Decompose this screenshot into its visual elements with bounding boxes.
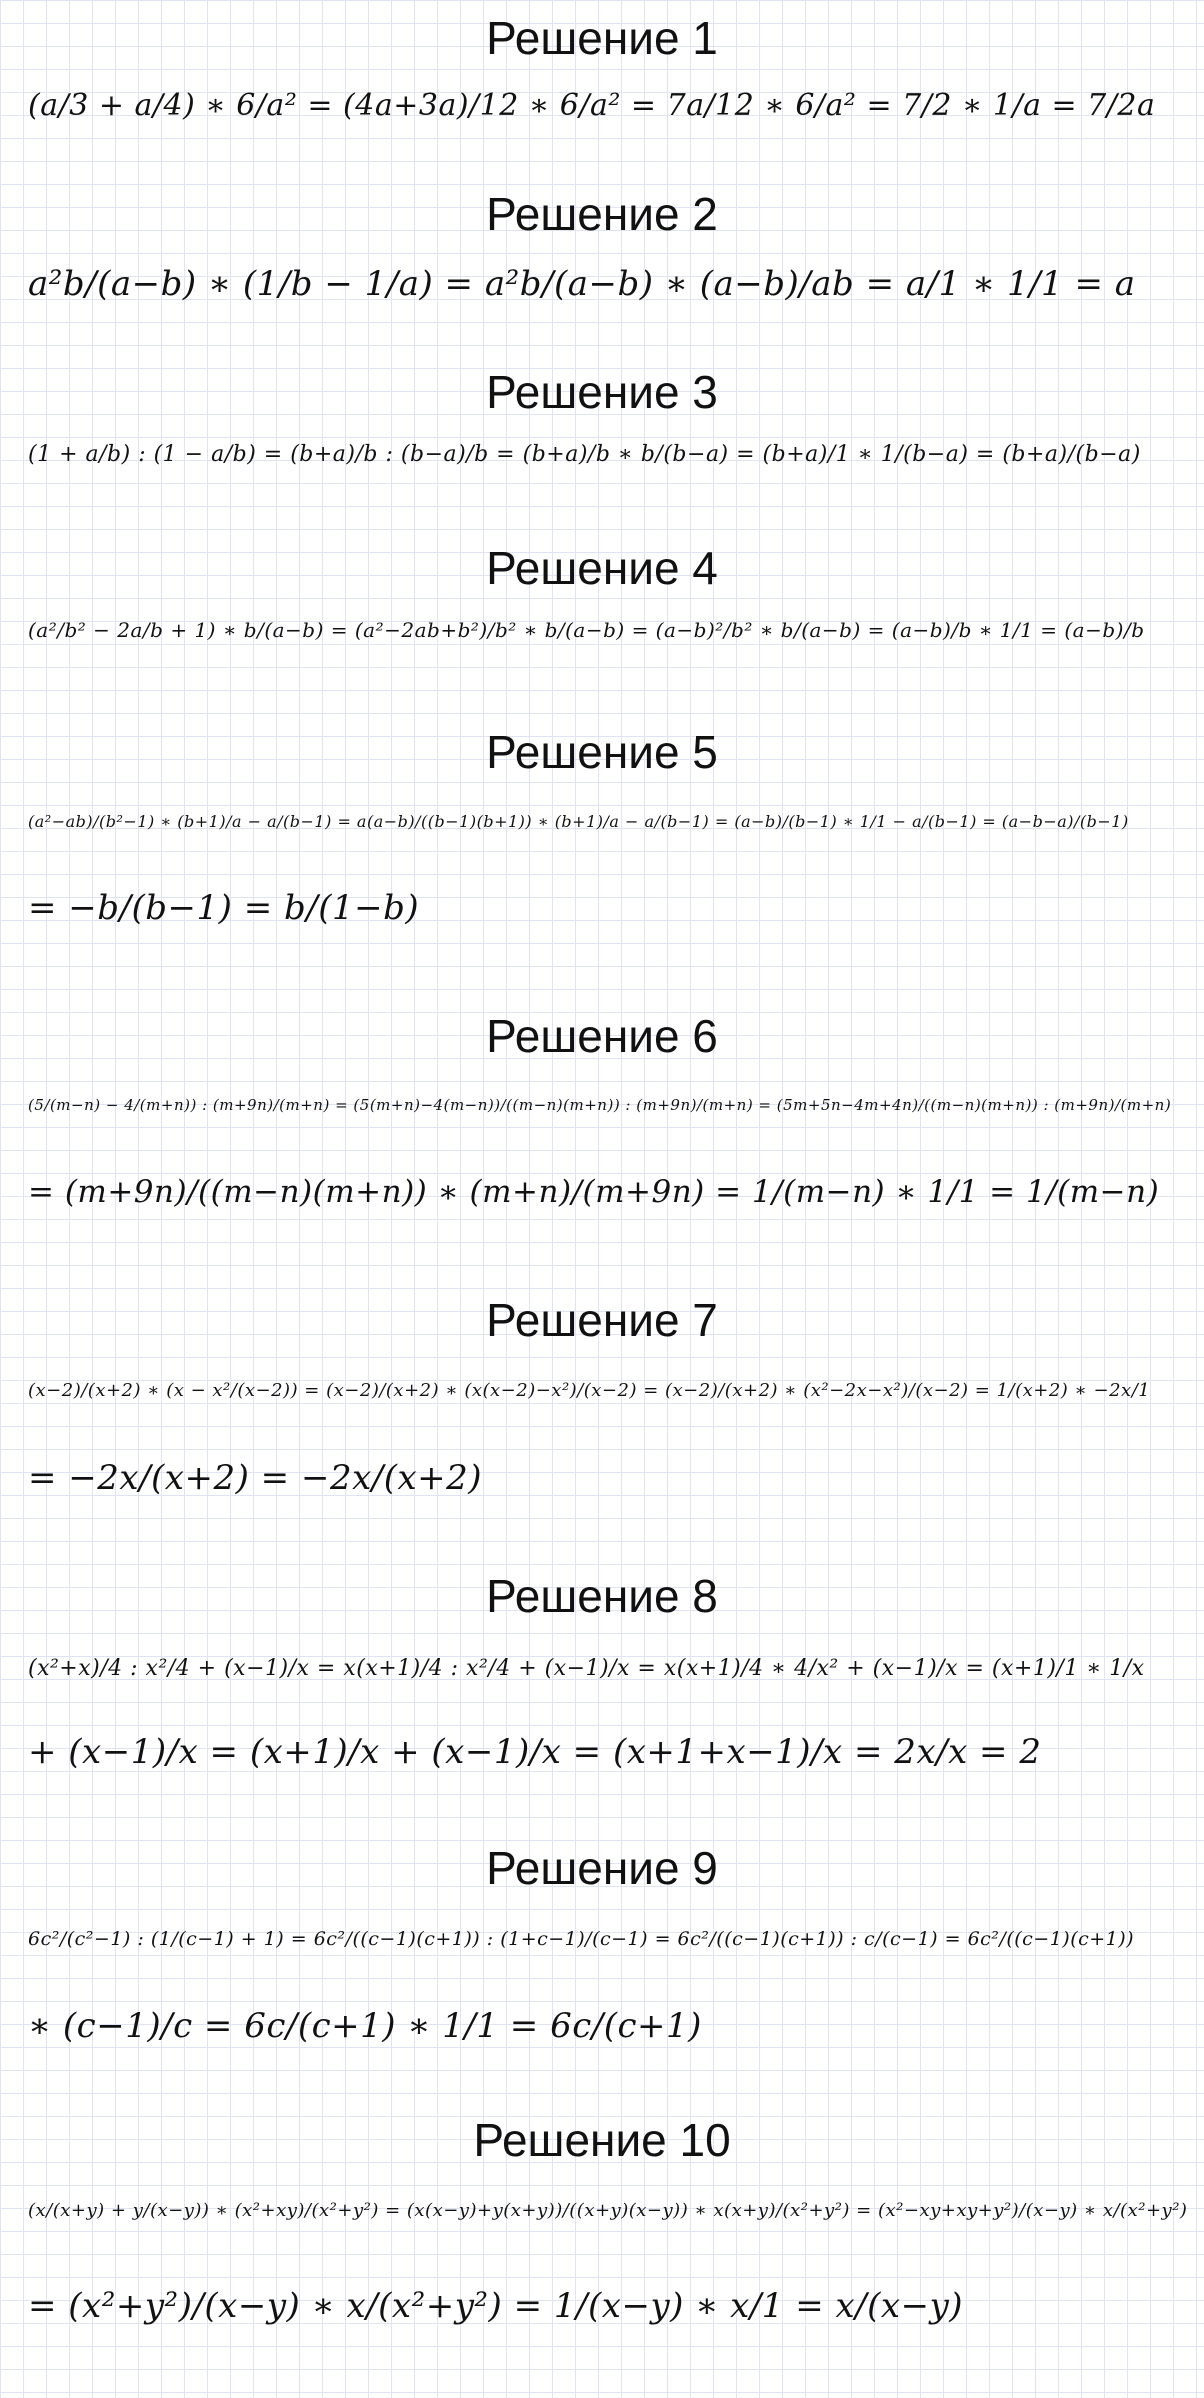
equation-line: (x/(x+y) + y/(x−y)) ∗ (x²+xy)/(x²+y²) = (x(x−y)+y(x+y))/((x+y)(x−y)) ∗ x(x+y)/(x²+y²) = (x²−xy+xy+y²)/(x−y) ∗ x/(x²+y²)	[28, 2200, 1188, 2221]
equation-line: = (m+9n)/((m−n)(m+n)) ∗ (m+n)/(m+9n) = 1/(m−n) ∗ 1/1 = 1/(m−n)	[28, 1174, 1160, 1210]
equation-line: = −b/(b−1) = b/(1−b)	[28, 888, 420, 928]
solution-7	[0, 1290, 1204, 1498]
solution-title: Решение 4	[486, 542, 718, 594]
equation-line: + (x−1)/x = (x+1)/x + (x−1)/x = (x+1+x−1)/x = 2x/x = 2	[28, 1732, 1042, 1772]
solution-title: Решение 8	[486, 1570, 718, 1622]
solution-title: Решение 5	[486, 726, 718, 778]
solution-5	[0, 722, 1204, 928]
solution-title: Решение 1	[486, 12, 718, 64]
solution-title: Решение 3	[486, 366, 718, 418]
solution-title: Решение 10	[473, 2114, 731, 2166]
equation-line: = −2x/(x+2) = −2x/(x+2)	[28, 1458, 483, 1498]
solution-8	[0, 1566, 1204, 1772]
equation-line: a²b/(a−b) ∗ (1/b − 1/a) = a²b/(a−b) ∗ (a−b)/ab = a/1 ∗ 1/1 = a	[28, 264, 1136, 304]
equation-line: (a²/b² − 2a/b + 1) ∗ b/(a−b) = (a²−2ab+b²)/b² ∗ b/(a−b) = (a−b)²/b² ∗ b/(a−b) = (a−b)/b ∗ 1/1 = (a−b)/b	[28, 618, 1145, 642]
equation-line: (x²+x)/4 : x²/4 + (x−1)/x = x(x+1)/4 : x²/4 + (x−1)/x = x(x+1)/4 ∗ 4/x² + (x−1)/x = (x+1)/1 ∗ 1/x	[28, 1656, 1145, 1681]
solution-title: Решение 7	[486, 1294, 718, 1346]
equation-line: (5/(m−n) − 4/(m+n)) : (m+9n)/(m+n) = (5(m+n)−4(m−n))/((m−n)(m+n)) : (m+9n)/(m+n) = (5m+5n−4m+4n)/((m−n)(m+n)) : (m+9n)/(m+n)	[28, 1096, 1172, 1114]
solution-6	[0, 1006, 1204, 1210]
solution-2	[0, 184, 1204, 304]
solution-4	[0, 538, 1204, 642]
solution-3	[0, 362, 1204, 467]
equation-line: (a²−ab)/(b²−1) ∗ (b+1)/a − a/(b−1) = a(a−b)/((b−1)(b+1)) ∗ (b+1)/a − a/(b−1) = (a−b)/(b−1) ∗ 1/1 − a/(b−1) = (a−b−a)/(b−1)	[28, 812, 1129, 831]
equation-line: = (x²+y²)/(x−y) ∗ x/(x²+y²) = 1/(x−y) ∗ x/1 = x/(x−y)	[28, 2286, 964, 2326]
equation-line: (1 + a/b) : (1 − a/b) = (b+a)/b : (b−a)/b = (b+a)/b ∗ b/(b−a) = (b+a)/1 ∗ 1/(b−a) = (b+a)/(b−a)	[28, 442, 1141, 467]
equation-line: (a/3 + a/4) ∗ 6/a² = (4a+3a)/12 ∗ 6/a² = 7a/12 ∗ 6/a² = 7/2 ∗ 1/a = 7/2a	[28, 88, 1156, 123]
solution-title: Решение 2	[486, 188, 718, 240]
solution-9	[0, 1838, 1204, 2046]
equation-line: ∗ (c−1)/c = 6c/(c+1) ∗ 1/1 = 6c/(c+1)	[28, 2006, 702, 2046]
solution-title: Решение 6	[486, 1010, 718, 1062]
solution-1	[0, 8, 1204, 123]
solution-10	[0, 2110, 1204, 2326]
equation-line: (x−2)/(x+2) ∗ (x − x²/(x−2)) = (x−2)/(x+2) ∗ (x(x−2)−x²)/(x−2) = (x−2)/(x+2) ∗ (x²−2x−x²)/(x−2) = 1/(x+2) ∗ −2x/1	[28, 1380, 1151, 1401]
equation-line: 6c²/(c²−1) : (1/(c−1) + 1) = 6c²/((c−1)(c+1)) : (1+c−1)/(c−1) = 6c²/((c−1)(c+1)) : c/(c−1) = 6c²/((c−1)(c+1))	[28, 1928, 1135, 1950]
solution-title: Решение 9	[486, 1842, 718, 1894]
